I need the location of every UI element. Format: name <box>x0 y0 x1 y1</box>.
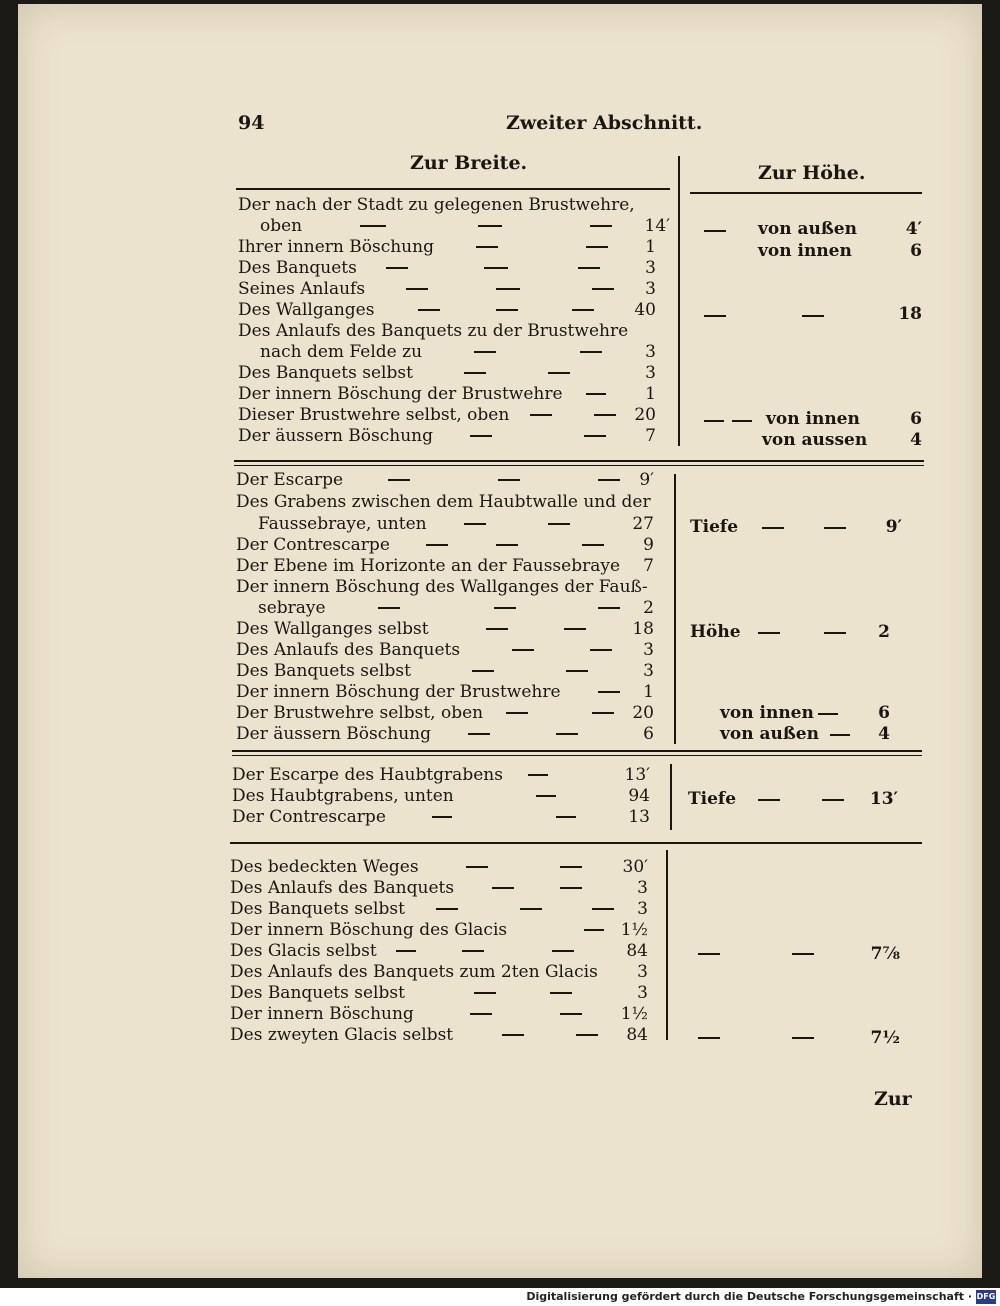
column-header-breite: Zur Breite. <box>410 152 528 174</box>
hoehe-entry: 7⅞ <box>870 944 900 964</box>
section-rule <box>232 750 922 752</box>
list-item: Des Anlaufs des Banquets 3 <box>230 878 648 898</box>
hoehe-entry: von innen 6 <box>758 241 922 261</box>
dfg-logo-icon: DFG <box>976 1290 996 1304</box>
catchword: Zur <box>874 1088 912 1110</box>
section-rule <box>234 465 924 466</box>
list-item: Des Wallganges 40 <box>238 300 656 320</box>
footer-credit: Digitalisierung gefördert durch die Deutsche Forschungsgemeinschaft · <box>526 1290 972 1303</box>
footer-bar <box>0 1288 1000 1306</box>
list-item: Der Ebene im Horizonte an der Faussebraye 7 <box>236 556 654 576</box>
section-rule <box>230 842 922 844</box>
running-title: Zweiter Abschnitt. <box>506 112 703 134</box>
rule <box>690 192 922 194</box>
list-item: Des Haubtgrabens, unten 94 <box>232 786 650 806</box>
hoehe-entry: von aussen 4 <box>762 430 922 450</box>
page-number: 94 <box>238 112 265 134</box>
list-item: Seines Anlaufs 3 <box>238 279 656 299</box>
hoehe-entry: Tiefe 9′ <box>690 517 902 537</box>
hoehe-entry: von außen 4′ <box>758 219 922 239</box>
hoehe-entry: 7½ <box>870 1028 900 1048</box>
hoehe-entry: Höhe 2 <box>690 622 890 642</box>
list-item: nach dem Felde zu 3 <box>260 342 656 362</box>
list-item: Des Banquets selbst 3 <box>238 363 656 383</box>
section-rule <box>234 460 924 462</box>
rule <box>236 188 670 190</box>
list-item: Der innern Böschung der Brustwehre 1 <box>238 384 656 404</box>
list-item: oben 14′ <box>260 216 670 236</box>
list-item: Der innern Böschung 1½ <box>230 1004 648 1024</box>
book-page: 94 Zweiter Abschnitt. Zur Breite. Zur Höhe. Der nach der Stadt zu gelegenen Brustwehre, oben 14′ Ihrer innern Böschung 1 Des Banquets 3 Seines Anlaufs 3 Des Wallganges 40 Des Anlaufs des Banquets zu der Brustwehre nach dem Felde zu 3 Des Banquets selbst 3 Der innern Böschung der Brustwehre 1 Dieser Brustwehre selbst, oben 20 Der äussern Böschung 7 von außen 4′ von innen 6 18 von innen 6 von aussen 4 Der Escarpe 9′ Des Grabens zwischen dem Haubtwalle und der Faussebraye, unten 27 Der Contrescarpe 9 Der Ebene im Horizonte an der Faussebraye 7 Der innern Böschung des Wallganges der Fauß- sebraye 2 Des Wallganges selbst 18 Des Anlaufs des Banquets 3 Des Banquets selbst 3 Der innern Böschung der Brustwehre 1 Der Brustwehre selbst, oben 20 Der äussern Böschung 6 Tiefe 9′ Höhe 2 von innen 6 von außen 4 Der Escarpe des Haubtgrabens 13′ Des Haubtgrabens, unten 94 Der Contrescarpe 13 Tiefe 13′ Des bedeckten Weges 30′ Des Anlaufs des Banquets 3 Des Banquets selbst 3 Der innern Böschung des Glacis 1½ Des Glacis selbst 84 Des Anlaufs des Banquets zum 2ten Glacis 3 Des Banquets selbst 3 Der innern Böschung 1½ Des zweyten Glacis selbst 84 7⅞ 7½ Zur <box>18 4 982 1278</box>
hoehe-entry: von außen 4 <box>720 724 890 744</box>
hoehe-entry: von innen 6 <box>720 703 890 723</box>
list-item: Des Banquets 3 <box>238 258 656 278</box>
list-item: Ihrer innern Böschung 1 <box>238 237 656 257</box>
list-item: Der Escarpe des Haubtgrabens 13′ <box>232 765 650 785</box>
hoehe-entry: von innen 6 <box>766 409 922 429</box>
list-item: Des Anlaufs des Banquets 3 <box>236 640 654 660</box>
column-divider <box>678 156 680 446</box>
list-item: Des Wallganges selbst 18 <box>236 619 654 639</box>
list-item: Des Banquets selbst 3 <box>236 661 654 681</box>
list-item: Dieser Brustwehre selbst, oben 20 <box>238 405 656 425</box>
list-item: Der Contrescarpe 9 <box>236 535 654 555</box>
list-item: Des Glacis selbst 84 <box>230 941 648 961</box>
list-item: Faussebraye, unten 27 <box>258 514 654 534</box>
list-item: Des Banquets selbst 3 <box>230 983 648 1003</box>
column-header-hoehe: Zur Höhe. <box>758 162 866 184</box>
hoehe-entry: Tiefe 13′ <box>688 789 898 809</box>
section-rule <box>232 755 922 756</box>
list-item: sebraye 2 <box>258 598 654 618</box>
list-item: Des bedeckten Weges 30′ <box>230 857 648 877</box>
list-item: Der innern Böschung der Brustwehre 1 <box>236 682 654 702</box>
list-item: Des zweyten Glacis selbst 84 <box>230 1025 648 1045</box>
list-item: Der Brustwehre selbst, oben 20 <box>236 703 654 723</box>
list-item: Der äussern Böschung 7 <box>238 426 656 446</box>
column-divider <box>666 850 668 1040</box>
column-divider <box>674 474 676 744</box>
list-item: Des Banquets selbst 3 <box>230 899 648 919</box>
list-item: Der Escarpe 9′ <box>236 470 654 490</box>
list-item: Der innern Böschung des Glacis 1½ <box>230 920 648 940</box>
column-divider <box>670 764 672 830</box>
list-item: Des Anlaufs des Banquets zum 2ten Glacis 3 <box>230 962 648 982</box>
list-item: Der Contrescarpe 13 <box>232 807 650 827</box>
list-item: Der äussern Böschung 6 <box>236 724 654 744</box>
